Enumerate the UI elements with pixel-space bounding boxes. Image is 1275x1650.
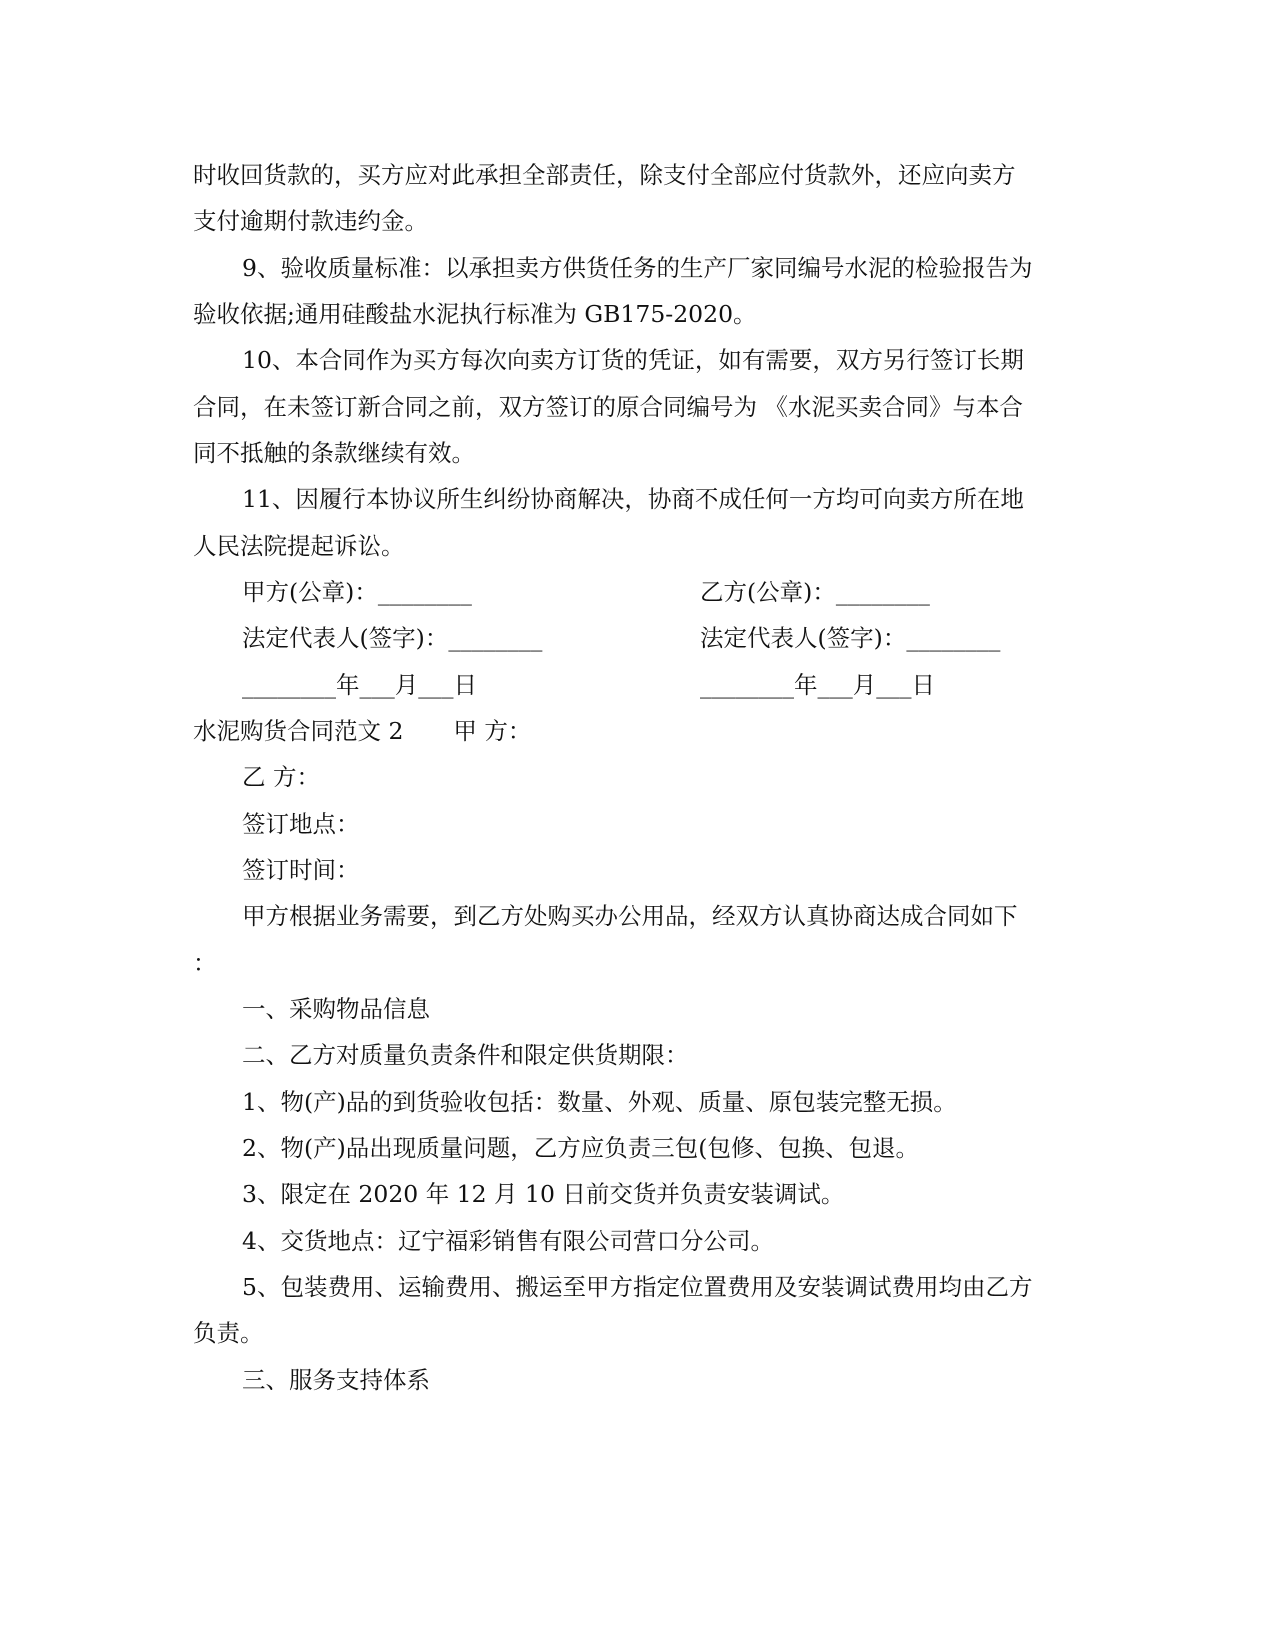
sub-item-2: 2、物(产)品出现质量问题，乙方应负责三包(包修、包换、包退。 xyxy=(242,1134,919,1162)
clause-11-line: 11、因履行本协议所生纠纷协商解决，协商不成任何一方均可向卖方所在地 xyxy=(242,485,1024,513)
signature-rep-row xyxy=(0,624,1275,657)
clause-11-line: 人民法院提起诉讼。 xyxy=(193,532,405,560)
signature-seal-row xyxy=(0,578,1275,611)
signature-date-row xyxy=(0,671,1275,704)
party-a-seal-field: 甲方(公章)：________ xyxy=(242,578,472,606)
signing-time-label: 签订时间： xyxy=(242,856,360,884)
sub-item-4: 4、交货地点：辽宁福彩销售有限公司营口分公司。 xyxy=(242,1227,774,1255)
party-b-date-field: ________年___月___日 xyxy=(700,671,935,699)
party-b-seal-field: 乙方(公章)：________ xyxy=(700,578,930,606)
signing-place-label: 签订地点： xyxy=(242,810,360,838)
intro-line-end: ： xyxy=(193,949,217,977)
party-b-rep-field: 法定代表人(签字)：________ xyxy=(700,624,1001,652)
party-a-date-field: ________年___月___日 xyxy=(242,671,477,699)
sub-item-5-cont: 负责。 xyxy=(193,1319,264,1347)
section-2-title: 水泥购货合同范文 2 xyxy=(193,717,404,745)
sub-item-5: 5、包装费用、运输费用、搬运至甲方指定位置费用及安装调试费用均由乙方 xyxy=(242,1273,1033,1301)
clause-10-line: 同不抵触的条款继续有效。 xyxy=(193,439,475,467)
sub-item-3: 3、限定在 2020 年 12 月 10 日前交货并负责安装调试。 xyxy=(242,1180,845,1208)
clause-9-line: 验收依据;通用硅酸盐水泥执行标准为 GB175-2020。 xyxy=(193,300,757,328)
section-item-2: 二、乙方对质量负责条件和限定供货期限： xyxy=(242,1041,689,1069)
clause-10-line: 10、本合同作为买方每次向卖方订货的凭证，如有需要，双方另行签订长期 xyxy=(242,346,1024,374)
party-b-label: 乙 方： xyxy=(242,763,320,791)
section-item-3: 三、服务支持体系 xyxy=(242,1366,430,1394)
paragraph-line: 时收回货款的，买方应对此承担全部责任，除支付全部应付货款外，还应向卖方 xyxy=(193,161,1016,189)
section-2-heading xyxy=(193,717,532,745)
intro-line: 甲方根据业务需要，到乙方处购买办公用品，经双方认真协商达成合同如下 xyxy=(242,902,1018,930)
sub-item-1: 1、物(产)品的到货验收包括：数量、外观、质量、原包装完整无损。 xyxy=(242,1088,957,1116)
party-a-rep-field: 法定代表人(签字)：________ xyxy=(242,624,543,652)
section-item-1: 一、采购物品信息 xyxy=(242,995,430,1023)
clause-10-line: 合同，在未签订新合同之前，双方签订的原合同编号为 《水泥买卖合同》与本合 xyxy=(193,393,1023,421)
clause-9-line: 9、验收质量标准：以承担卖方供货任务的生产厂家同编号水泥的检验报告为 xyxy=(242,254,1033,282)
paragraph-line: 支付逾期付款违约金。 xyxy=(193,207,428,235)
party-a-label: 甲 方： xyxy=(453,717,532,745)
